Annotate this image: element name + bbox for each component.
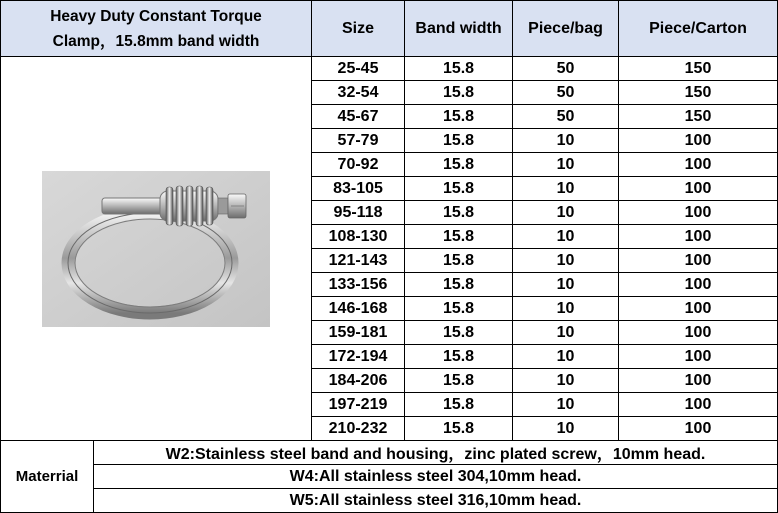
- piece-bag-cell: 10: [513, 201, 619, 225]
- band-width-cell: 15.8: [405, 153, 513, 177]
- product-title: [1, 1, 312, 57]
- band-width-cell: 15.8: [405, 225, 513, 249]
- piece-bag-cell: 10: [513, 321, 619, 345]
- band-width-cell: 15.8: [405, 201, 513, 225]
- piece-bag-cell: 10: [513, 393, 619, 417]
- piece-carton-cell: 100: [619, 297, 778, 321]
- piece-bag-cell: 10: [513, 225, 619, 249]
- piece-carton-cell: 100: [619, 201, 778, 225]
- size-cell: 146-168: [312, 297, 405, 321]
- material-option: W2:Stainless steel band and housing，zinc plated screw，10mm head.: [94, 441, 778, 465]
- piece-bag-cell: 10: [513, 273, 619, 297]
- piece-carton-cell: 100: [619, 153, 778, 177]
- title-line-2: Clamp，15.8mm band width: [52, 32, 260, 50]
- piece-carton-cell: 100: [619, 129, 778, 153]
- piece-carton-cell: 100: [619, 273, 778, 297]
- size-cell: 25-45: [312, 57, 405, 81]
- band-width-cell: 15.8: [405, 105, 513, 129]
- size-cell: 197-219: [312, 393, 405, 417]
- band-width-cell: 15.8: [405, 249, 513, 273]
- band-width-cell: 15.8: [405, 345, 513, 369]
- size-cell: 95-118: [312, 201, 405, 225]
- piece-bag-cell: 10: [513, 249, 619, 273]
- title-line-1: Heavy Duty Constant Torque: [50, 7, 262, 25]
- piece-carton-cell: 100: [619, 369, 778, 393]
- material-row: [1, 441, 778, 465]
- piece-carton-cell: 150: [619, 57, 778, 81]
- size-cell: 32-54: [312, 81, 405, 105]
- piece-carton-cell: 150: [619, 81, 778, 105]
- piece-bag-cell: 10: [513, 297, 619, 321]
- size-cell: 83-105: [312, 177, 405, 201]
- piece-carton-cell: 100: [619, 177, 778, 201]
- size-cell: 121-143: [312, 249, 405, 273]
- column-header-piece-carton: Piece/Carton: [619, 1, 778, 57]
- piece-carton-cell: 150: [619, 105, 778, 129]
- band-width-cell: 15.8: [405, 273, 513, 297]
- size-cell: 184-206: [312, 369, 405, 393]
- piece-bag-cell: 10: [513, 153, 619, 177]
- piece-bag-cell: 50: [513, 105, 619, 129]
- size-cell: 159-181: [312, 321, 405, 345]
- material-row: [1, 489, 778, 513]
- size-cell: 172-194: [312, 345, 405, 369]
- size-cell: 70-92: [312, 153, 405, 177]
- column-header-piece-bag: Piece/bag: [513, 1, 619, 57]
- band-width-cell: 15.8: [405, 321, 513, 345]
- material-option: W4:All stainless steel 304,10mm head.: [94, 465, 778, 489]
- band-width-cell: 15.8: [405, 129, 513, 153]
- piece-bag-cell: 50: [513, 81, 619, 105]
- header-row: [1, 1, 778, 57]
- piece-bag-cell: 10: [513, 345, 619, 369]
- hose-clamp-image: [42, 171, 270, 327]
- band-width-cell: 15.8: [405, 81, 513, 105]
- table-row: [1, 57, 778, 81]
- band-width-cell: 15.8: [405, 417, 513, 441]
- band-width-cell: 15.8: [405, 57, 513, 81]
- piece-bag-cell: 10: [513, 369, 619, 393]
- band-width-cell: 15.8: [405, 393, 513, 417]
- material-label: Materrial: [1, 441, 94, 513]
- piece-bag-cell: 10: [513, 417, 619, 441]
- band-width-cell: 15.8: [405, 297, 513, 321]
- piece-carton-cell: 100: [619, 225, 778, 249]
- piece-bag-cell: 10: [513, 177, 619, 201]
- column-header-band-width: Band width: [405, 1, 513, 57]
- piece-carton-cell: 100: [619, 345, 778, 369]
- size-cell: 57-79: [312, 129, 405, 153]
- piece-bag-cell: 10: [513, 129, 619, 153]
- product-image-cell: [1, 57, 312, 441]
- piece-carton-cell: 100: [619, 321, 778, 345]
- piece-bag-cell: 50: [513, 57, 619, 81]
- piece-carton-cell: 100: [619, 249, 778, 273]
- piece-carton-cell: 100: [619, 417, 778, 441]
- product-photo: [42, 171, 270, 327]
- band-width-cell: 15.8: [405, 177, 513, 201]
- band-width-cell: 15.8: [405, 369, 513, 393]
- size-cell: 45-67: [312, 105, 405, 129]
- material-row: [1, 465, 778, 489]
- size-cell: 133-156: [312, 273, 405, 297]
- material-option: W5:All stainless steel 316,10mm head.: [94, 489, 778, 513]
- piece-carton-cell: 100: [619, 393, 778, 417]
- size-cell: 210-232: [312, 417, 405, 441]
- size-cell: 108-130: [312, 225, 405, 249]
- column-header-size: Size: [312, 1, 405, 57]
